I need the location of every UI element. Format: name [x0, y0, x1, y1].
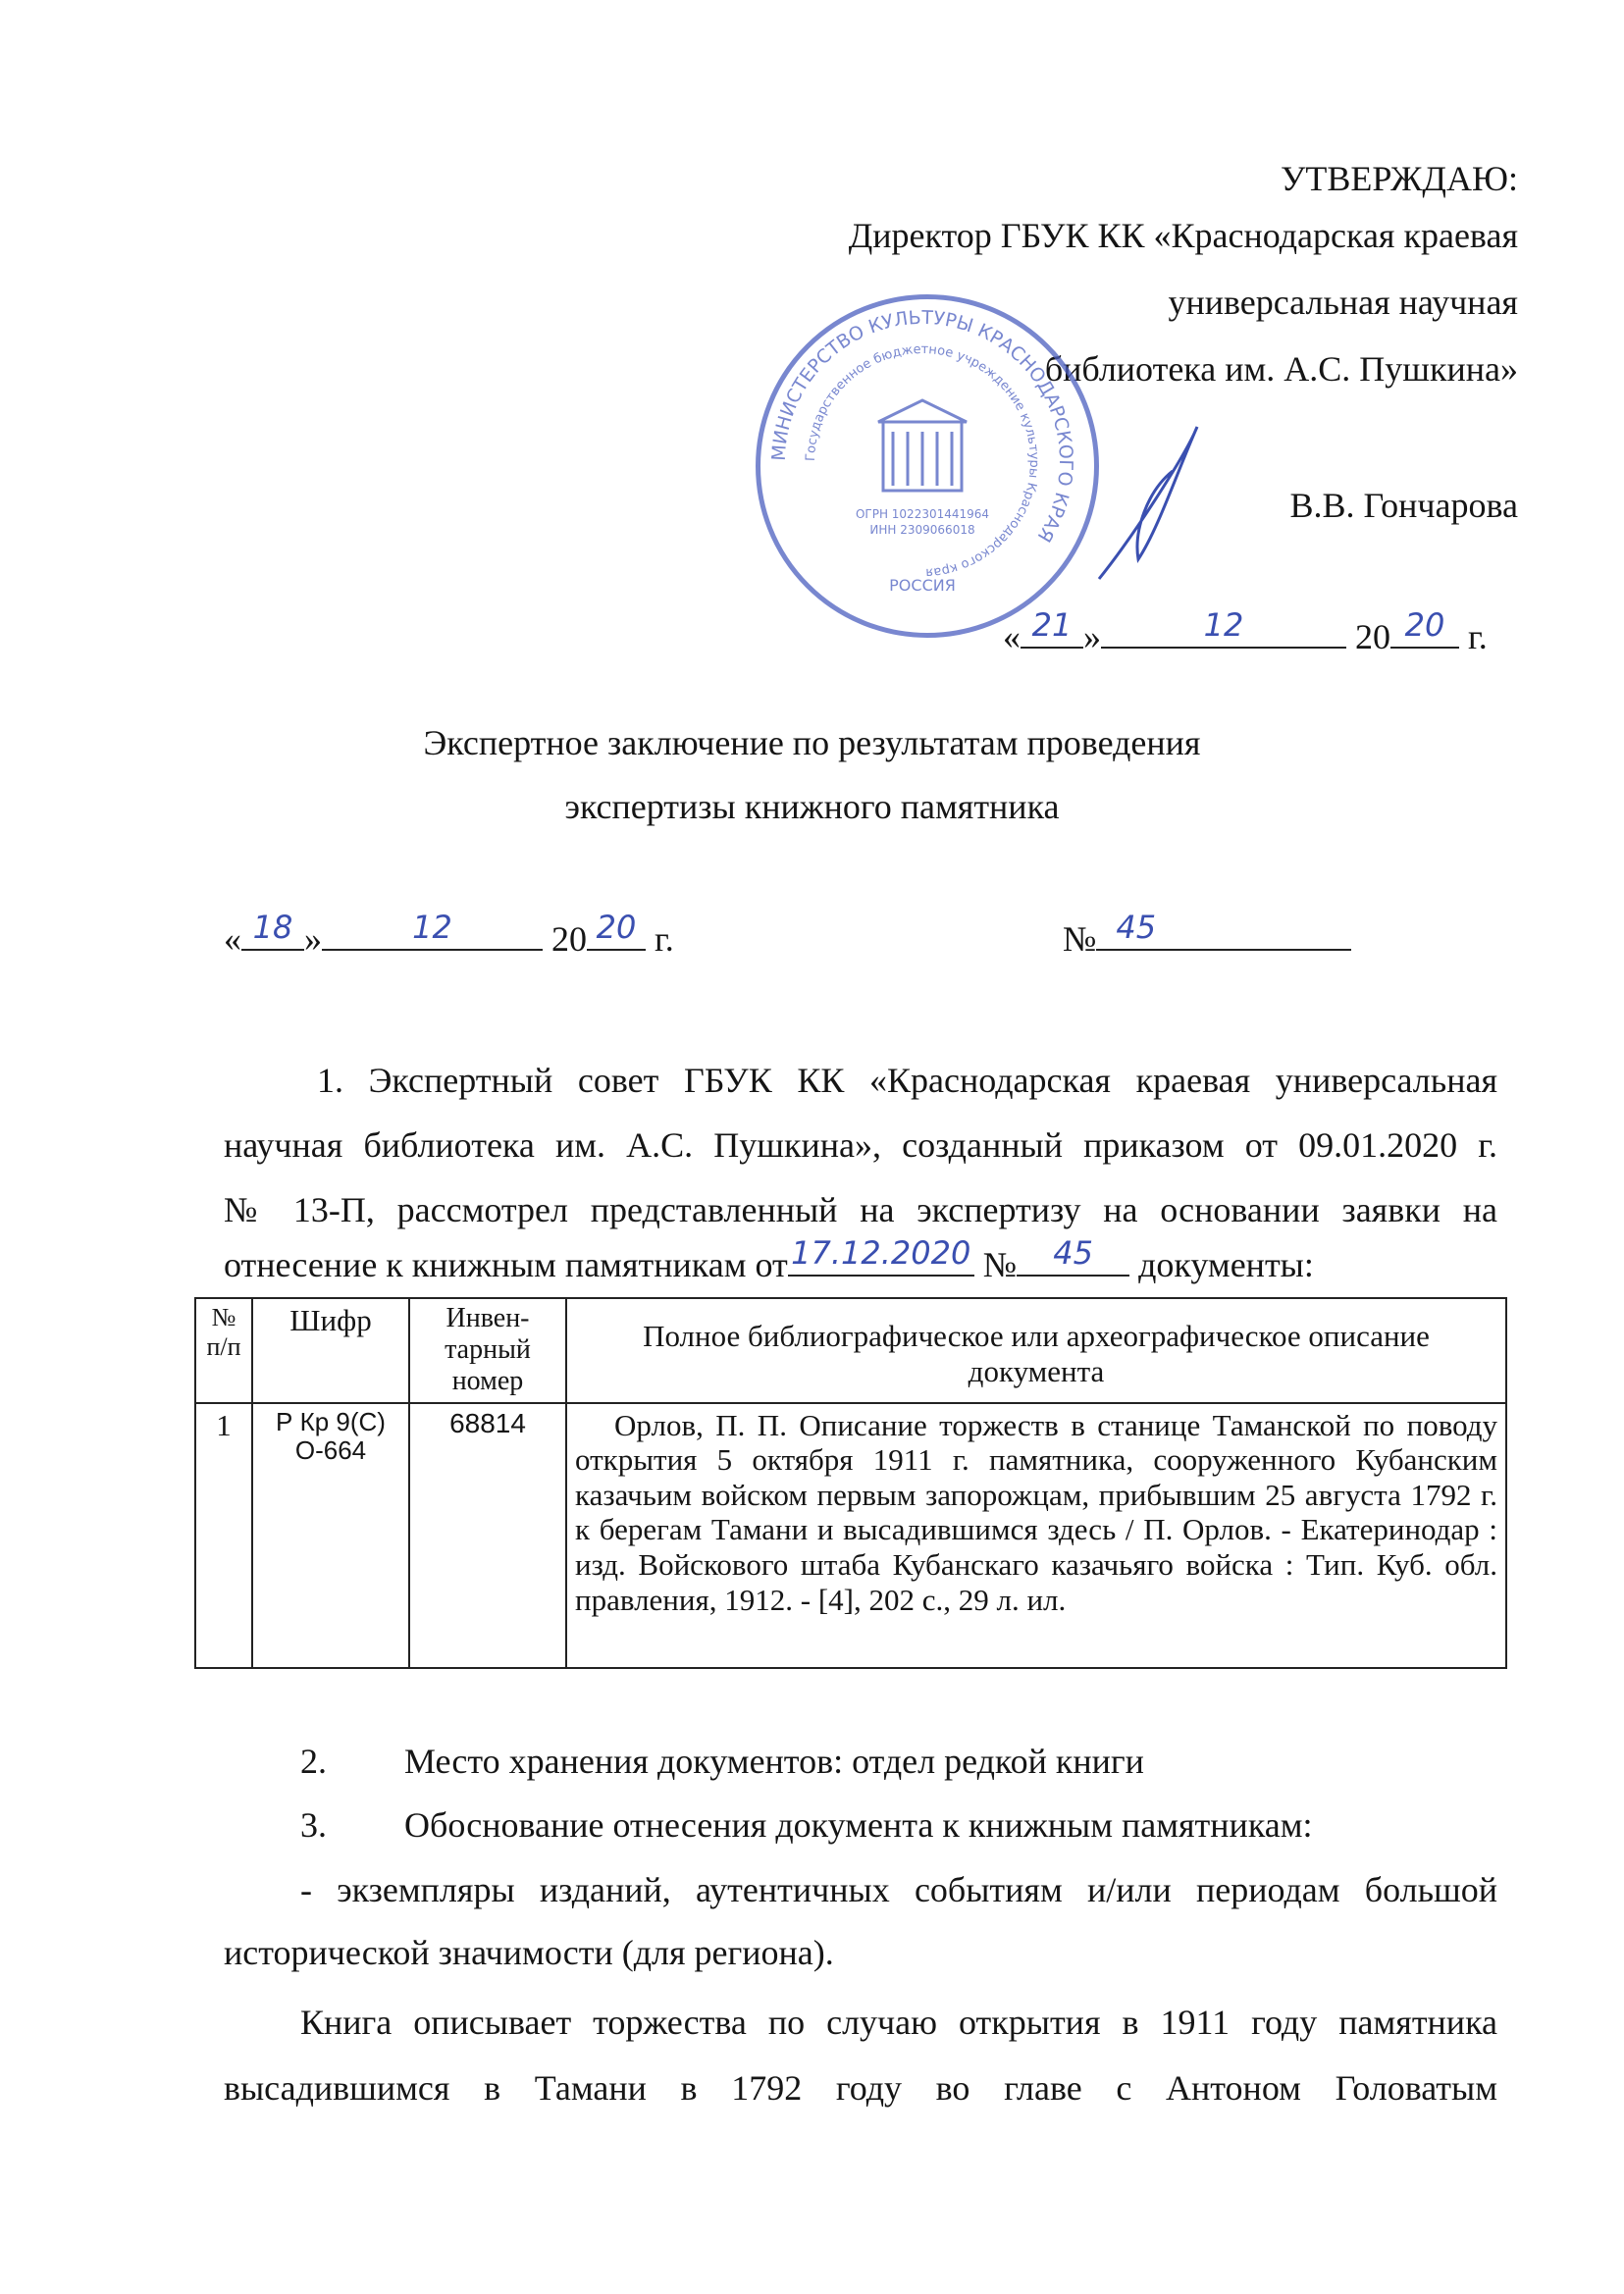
application-date-handwritten: 17.12.2020 — [791, 1234, 971, 1272]
row-description: Орлов, П. П. Описание торжеств в станице Таманской по поводу открытия 5 октября 1911 г. памятника, сооруженного Кубанским казачьим войском первым запорожцам, прибывшим 25 августа 1792 г. к берегам Тамани и высадившимся здесь / П. Орлов. - Екатеринодар : изд. Войскового штаба Кубанскаго казачьяго войска : Тип. Куб. обл. правления, 1912. - [4], 202 с., 29 л. ил. — [566, 1403, 1506, 1668]
row-inventory: 68814 — [409, 1403, 566, 1668]
seal-inn: ИНН 2309066018 — [869, 523, 975, 537]
official-seal — [756, 294, 1099, 638]
seal-ogrn: ОГРН 1022301441964 — [855, 507, 990, 521]
approval-day-handwritten: 21 — [1031, 606, 1073, 644]
doc-year-handwritten: 20 — [596, 909, 637, 946]
doc-date-close-quote: » — [304, 919, 322, 959]
document-title-line1: Экспертное заключение по результатам проведения — [423, 723, 1201, 762]
doc-day-field — [241, 909, 304, 951]
documents-table — [194, 1297, 1507, 1669]
application-date-field — [788, 1234, 974, 1277]
application-number-handwritten: 45 — [1053, 1234, 1093, 1272]
item3-number: 3. — [300, 1805, 327, 1845]
approval-signer: В.В. Гончарова — [1289, 486, 1518, 525]
doc-year-suffix: г. — [646, 919, 674, 959]
header-inventory: Инвен-тарный номер — [409, 1298, 566, 1403]
reason-line1: - экземпляры изданий, аутентичных событиям и/или периодам большой — [300, 1870, 1497, 1909]
paragraph1-line4-start: отнесение к книжным памятникам от — [224, 1245, 788, 1284]
paragraph1-line4-end: документы: — [1138, 1245, 1314, 1284]
seal-graphic — [756, 294, 1089, 628]
closing-line1: Книга описывает торжества по случаю открытия в 1911 году памятника — [300, 2003, 1497, 2042]
row-num: 1 — [195, 1403, 252, 1668]
approval-director-line1: Директор ГБУК КК «Краснодарская краевая — [848, 216, 1518, 255]
approval-director-line3: библиотека им. А.С. Пушкина» — [1044, 349, 1518, 389]
application-number-sign: № — [982, 1245, 1018, 1284]
approval-month-handwritten: 12 — [1203, 606, 1244, 644]
doc-date-open-quote: « — [224, 919, 241, 959]
approval-date — [1003, 606, 1488, 659]
paragraph1-line2: научная библиотека им. А.С. Пушкина», созданный приказом от 09.01.2020 г. — [224, 1125, 1497, 1165]
seal-country: РОССИЯ — [889, 576, 956, 595]
row-cipher: Р Кр 9(С) О-664 — [252, 1403, 409, 1668]
header-cipher: Шифр — [252, 1298, 409, 1403]
approval-director-line2: универсальная научная — [1168, 283, 1518, 322]
closing-line2: высадившимся в Тамани в 1792 году во главе с Антоном Головатым — [224, 2068, 1497, 2108]
doc-day-handwritten: 18 — [252, 909, 293, 946]
date-open-quote: « — [1003, 617, 1021, 656]
approval-year-field — [1390, 606, 1459, 649]
approval-year-suffix: г. — [1459, 617, 1488, 656]
approval-day-field — [1021, 606, 1083, 649]
conclusion-number-field — [1096, 909, 1351, 951]
application-number-field — [1017, 1234, 1129, 1277]
seal-middle-text: Государственное бюджетное учреждение культуры Краснодарского края — [803, 341, 1042, 581]
table-row — [195, 1403, 1506, 1668]
paragraph1-line4 — [224, 1234, 1314, 1287]
approval-year-handwritten: 20 — [1404, 606, 1445, 644]
header-description: Полное библиографическое или археографическое описание документа — [566, 1298, 1506, 1403]
conclusion-number-handwritten: 45 — [1116, 909, 1157, 946]
table-header-row — [195, 1298, 1506, 1403]
seal-outer-text: МИНИСТЕРСТВО КУЛЬТУРЫ КРАСНОДАРСКОГО КРАЯ — [767, 306, 1077, 547]
item2-number: 2. — [300, 1742, 327, 1781]
doc-year-field — [587, 909, 646, 951]
doc-month-handwritten: 12 — [412, 909, 452, 946]
conclusion-number — [1063, 909, 1351, 962]
approval-year-prefix: 20 — [1355, 617, 1390, 656]
director-signature — [1079, 412, 1227, 589]
reason-line2: исторической значимости (для региона). — [224, 1933, 834, 1972]
item3-text: Обоснование отнесения документа к книжным памятникам: — [404, 1805, 1313, 1845]
document-title-line2: экспертизы книжного памятника — [564, 787, 1060, 826]
approval-heading: УТВЕРЖДАЮ: — [1280, 159, 1518, 198]
conclusion-date — [224, 909, 674, 962]
date-close-quote: » — [1083, 617, 1101, 656]
approval-month-field — [1101, 606, 1346, 649]
paragraph1-line1: 1. Экспертный совет ГБУК КК «Краснодарская краевая универсальная — [317, 1061, 1497, 1100]
header-num: № п/п — [195, 1298, 252, 1403]
doc-year-prefix: 20 — [551, 919, 587, 959]
item2-text: Место хранения документов: отдел редкой книги — [404, 1742, 1144, 1781]
number-sign: № — [1063, 919, 1097, 959]
doc-month-field — [322, 909, 543, 951]
paragraph1-line3: № 13-П, рассмотрел представленный на экспертизу на основании заявки на — [224, 1190, 1497, 1229]
